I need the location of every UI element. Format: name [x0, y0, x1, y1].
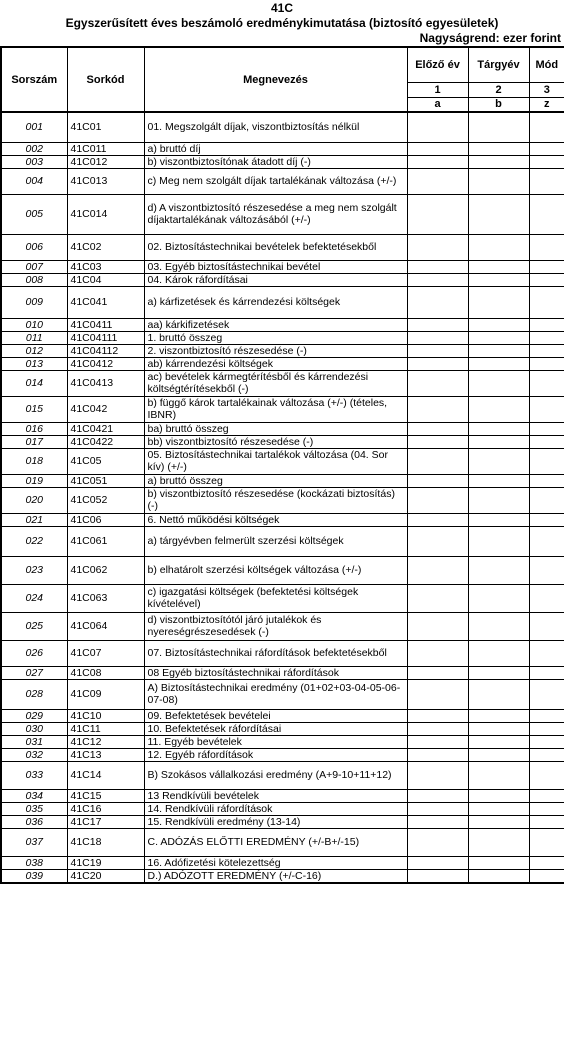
row-code: 41C08 — [67, 666, 144, 679]
value-cell-prior-year[interactable] — [407, 168, 468, 194]
value-cell-current-year[interactable] — [468, 748, 529, 761]
value-cell-current-year[interactable] — [468, 556, 529, 584]
col-letter-b: b — [468, 97, 529, 112]
row-name: d) viszontbiztosítótól járó jutalékok és nyereségrészesedések (-) — [144, 612, 407, 640]
value-cell-prior-year[interactable] — [407, 331, 468, 344]
value-cell-modification[interactable] — [529, 709, 564, 722]
value-cell-current-year[interactable] — [468, 435, 529, 448]
row-code: 41C03 — [67, 260, 144, 273]
row-number: 008 — [1, 273, 67, 286]
table-row — [1, 370, 564, 396]
value-cell-current-year[interactable] — [468, 331, 529, 344]
row-code: 41C0412 — [67, 357, 144, 370]
value-cell-modification[interactable] — [529, 487, 564, 513]
row-name: 1. bruttó összeg — [144, 331, 407, 344]
value-cell-current-year[interactable] — [468, 370, 529, 396]
row-name: ac) bevételek kármegtérítésből és kárrendezési költségtérítésekből (-) — [144, 370, 407, 396]
row-number: 017 — [1, 435, 67, 448]
row-name: 03. Egyéb biztosítástechnikai bevétel — [144, 260, 407, 273]
table-row — [1, 318, 564, 331]
table-row — [1, 396, 564, 422]
value-cell-prior-year[interactable] — [407, 155, 468, 168]
value-cell-modification[interactable] — [529, 761, 564, 789]
row-number: 026 — [1, 640, 67, 666]
value-cell-modification[interactable] — [529, 396, 564, 422]
value-cell-current-year[interactable] — [468, 526, 529, 556]
value-cell-prior-year[interactable] — [407, 396, 468, 422]
value-cell-modification[interactable] — [529, 422, 564, 435]
row-name: 14. Rendkívüli ráfordítások — [144, 802, 407, 815]
value-cell-current-year[interactable] — [468, 856, 529, 869]
value-cell-prior-year[interactable] — [407, 513, 468, 526]
table-row — [1, 513, 564, 526]
value-cell-modification[interactable] — [529, 435, 564, 448]
row-number: 024 — [1, 584, 67, 612]
table-row — [1, 331, 564, 344]
row-name: d) A viszontbiztosító részesedése a meg nem szolgált díjaktartalékának változásából (+/-) — [144, 194, 407, 234]
row-number: 030 — [1, 722, 67, 735]
row-code: 41C14 — [67, 761, 144, 789]
value-cell-current-year[interactable] — [468, 168, 529, 194]
col-header-targyev: Tárgyév — [468, 47, 529, 82]
row-number: 012 — [1, 344, 67, 357]
table-row — [1, 869, 564, 883]
value-cell-prior-year[interactable] — [407, 112, 468, 142]
value-cell-current-year[interactable] — [468, 234, 529, 260]
row-code: 41C15 — [67, 789, 144, 802]
value-cell-prior-year[interactable] — [407, 526, 468, 556]
value-cell-modification[interactable] — [529, 344, 564, 357]
value-cell-modification[interactable] — [529, 357, 564, 370]
value-cell-prior-year[interactable] — [407, 556, 468, 584]
value-cell-current-year[interactable] — [468, 194, 529, 234]
value-cell-prior-year[interactable] — [407, 370, 468, 396]
row-code: 41C0422 — [67, 435, 144, 448]
row-code: 41C0413 — [67, 370, 144, 396]
value-cell-prior-year[interactable] — [407, 735, 468, 748]
value-cell-modification[interactable] — [529, 735, 564, 748]
value-cell-modification[interactable] — [529, 666, 564, 679]
value-cell-current-year[interactable] — [468, 640, 529, 666]
row-name: b) viszontbiztosítónak átadott díj (-) — [144, 155, 407, 168]
value-cell-prior-year[interactable] — [407, 722, 468, 735]
value-cell-prior-year[interactable] — [407, 666, 468, 679]
value-cell-current-year[interactable] — [468, 318, 529, 331]
value-cell-current-year[interactable] — [468, 112, 529, 142]
value-cell-prior-year[interactable] — [407, 584, 468, 612]
row-name: 02. Biztosítástechnikai bevételek befektetésekből — [144, 234, 407, 260]
value-cell-prior-year[interactable] — [407, 640, 468, 666]
row-code: 41C051 — [67, 474, 144, 487]
row-code: 41C12 — [67, 735, 144, 748]
table-row — [1, 474, 564, 487]
row-code: 41C041 — [67, 286, 144, 318]
row-number: 028 — [1, 679, 67, 709]
row-code: 41C09 — [67, 679, 144, 709]
row-number: 021 — [1, 513, 67, 526]
table-row — [1, 155, 564, 168]
table-row — [1, 487, 564, 513]
value-cell-current-year[interactable] — [468, 155, 529, 168]
row-number: 023 — [1, 556, 67, 584]
value-cell-prior-year[interactable] — [407, 194, 468, 234]
row-code: 41C16 — [67, 802, 144, 815]
table-row — [1, 748, 564, 761]
row-number: 005 — [1, 194, 67, 234]
row-number: 011 — [1, 331, 67, 344]
col-letter-a: a — [407, 97, 468, 112]
value-cell-prior-year[interactable] — [407, 357, 468, 370]
row-code: 41C042 — [67, 396, 144, 422]
row-name: 11. Egyéb bevételek — [144, 735, 407, 748]
row-name: c) igazgatási költségek (befektetési költségek kívételével) — [144, 584, 407, 612]
row-number: 006 — [1, 234, 67, 260]
form-id: 41C — [270, 1, 293, 15]
value-cell-modification[interactable] — [529, 722, 564, 735]
value-cell-current-year[interactable] — [468, 448, 529, 474]
row-number: 007 — [1, 260, 67, 273]
value-cell-prior-year[interactable] — [407, 709, 468, 722]
value-cell-current-year[interactable] — [468, 422, 529, 435]
row-code: 41C18 — [67, 828, 144, 856]
row-code: 41C012 — [67, 155, 144, 168]
value-cell-modification[interactable] — [529, 556, 564, 584]
row-name: 16. Adófizetési kötelezettség — [144, 856, 407, 869]
row-code: 41C062 — [67, 556, 144, 584]
row-name: b) elhatárolt szerzési költségek változása (+/-) — [144, 556, 407, 584]
row-code: 41C19 — [67, 856, 144, 869]
table-row — [1, 286, 564, 318]
value-cell-prior-year[interactable] — [407, 286, 468, 318]
row-name: D.) ADÓZOTT EREDMÉNY (+/-C-16) — [144, 869, 407, 883]
row-code: 41C01 — [67, 112, 144, 142]
row-code: 41C063 — [67, 584, 144, 612]
row-code: 41C11 — [67, 722, 144, 735]
value-cell-prior-year[interactable] — [407, 142, 468, 155]
col-header-mod: Mód — [529, 47, 564, 82]
table-row — [1, 234, 564, 260]
value-cell-prior-year[interactable] — [407, 612, 468, 640]
value-cell-current-year[interactable] — [468, 789, 529, 802]
value-cell-prior-year[interactable] — [407, 344, 468, 357]
col-number-2: 2 — [468, 82, 529, 97]
row-code: 41C013 — [67, 168, 144, 194]
value-cell-modification[interactable] — [529, 234, 564, 260]
row-number: 037 — [1, 828, 67, 856]
row-number: 015 — [1, 396, 67, 422]
row-code: 41C06 — [67, 513, 144, 526]
value-cell-prior-year[interactable] — [407, 234, 468, 260]
row-name: 6. Nettó működési költségek — [144, 513, 407, 526]
col-header-sorkod: Sorkód — [67, 47, 144, 112]
row-number: 019 — [1, 474, 67, 487]
value-cell-current-year[interactable] — [468, 709, 529, 722]
table-row — [1, 448, 564, 474]
table-row — [1, 679, 564, 709]
row-name: a) tárgyévben felmerült szerzési költségek — [144, 526, 407, 556]
value-cell-current-year[interactable] — [468, 513, 529, 526]
value-cell-modification[interactable] — [529, 273, 564, 286]
table-row — [1, 709, 564, 722]
table-row — [1, 357, 564, 370]
value-cell-current-year[interactable] — [468, 722, 529, 735]
row-number: 032 — [1, 748, 67, 761]
row-name: 12. Egyéb ráfordítások — [144, 748, 407, 761]
table-row — [1, 273, 564, 286]
row-number: 038 — [1, 856, 67, 869]
value-cell-prior-year[interactable] — [407, 828, 468, 856]
row-code: 41C07 — [67, 640, 144, 666]
row-number: 039 — [1, 869, 67, 883]
value-cell-current-year[interactable] — [468, 357, 529, 370]
col-number-1: 1 — [407, 82, 468, 97]
value-cell-modification[interactable] — [529, 370, 564, 396]
value-cell-current-year[interactable] — [468, 344, 529, 357]
value-cell-prior-year[interactable] — [407, 761, 468, 789]
row-name: 15. Rendkívüli eredmény (13-14) — [144, 815, 407, 828]
row-number: 025 — [1, 612, 67, 640]
table-row — [1, 435, 564, 448]
value-cell-current-year[interactable] — [468, 612, 529, 640]
row-number: 034 — [1, 789, 67, 802]
row-code: 41C052 — [67, 487, 144, 513]
table-row — [1, 735, 564, 748]
row-name: 07. Biztosítástechnikai ráfordítások befektetésekből — [144, 640, 407, 666]
table-row — [1, 584, 564, 612]
row-name: b) viszontbiztosító részesedése (kockázati biztosítás) (-) — [144, 487, 407, 513]
value-cell-current-year[interactable] — [468, 286, 529, 318]
value-cell-prior-year[interactable] — [407, 748, 468, 761]
value-cell-prior-year[interactable] — [407, 435, 468, 448]
value-cell-prior-year[interactable] — [407, 679, 468, 709]
row-name: a) bruttó díj — [144, 142, 407, 155]
row-code: 41C0411 — [67, 318, 144, 331]
row-name: bb) viszontbiztosító részesedése (-) — [144, 435, 407, 448]
row-name: ab) kárrendezési költségek — [144, 357, 407, 370]
table-row — [1, 260, 564, 273]
row-name: 09. Befektetések bevételei — [144, 709, 407, 722]
row-number: 027 — [1, 666, 67, 679]
row-name: 10. Befektetések ráfordításai — [144, 722, 407, 735]
row-code: 41C04111 — [67, 331, 144, 344]
value-cell-prior-year[interactable] — [407, 815, 468, 828]
row-code: 41C011 — [67, 142, 144, 155]
value-cell-modification[interactable] — [529, 584, 564, 612]
value-cell-current-year[interactable] — [468, 396, 529, 422]
row-name: 05. Biztosítástechnikai tartalékok változása (04. Sor kív) (+/-) — [144, 448, 407, 474]
col-number-3: 3 — [529, 82, 564, 97]
row-code: 41C02 — [67, 234, 144, 260]
value-cell-current-year[interactable] — [468, 869, 529, 883]
row-name: aa) kárkifizetések — [144, 318, 407, 331]
value-cell-modification[interactable] — [529, 526, 564, 556]
value-cell-modification[interactable] — [529, 474, 564, 487]
row-name: B) Szokásos vállalkozási eredmény (A+9-10+11+12) — [144, 761, 407, 789]
value-cell-prior-year[interactable] — [407, 318, 468, 331]
value-cell-current-year[interactable] — [468, 260, 529, 273]
row-number: 013 — [1, 357, 67, 370]
table-row — [1, 612, 564, 640]
value-cell-modification[interactable] — [529, 679, 564, 709]
value-cell-current-year[interactable] — [468, 815, 529, 828]
row-name: b) függő károk tartalékainak változása (+/-) (tételes, IBNR) — [144, 396, 407, 422]
col-header-megnevezes: Megnevezés — [144, 47, 407, 112]
table-row — [1, 142, 564, 155]
value-cell-current-year[interactable] — [468, 142, 529, 155]
value-cell-prior-year[interactable] — [407, 869, 468, 883]
table-row — [1, 722, 564, 735]
value-cell-modification[interactable] — [529, 168, 564, 194]
value-cell-current-year[interactable] — [468, 802, 529, 815]
row-number: 009 — [1, 286, 67, 318]
row-code: 41C014 — [67, 194, 144, 234]
table-row — [1, 194, 564, 234]
value-cell-modification[interactable] — [529, 142, 564, 155]
table-row — [1, 422, 564, 435]
row-number: 004 — [1, 168, 67, 194]
table-row — [1, 640, 564, 666]
value-cell-prior-year[interactable] — [407, 260, 468, 273]
row-name: 13 Rendkívüli bevételek — [144, 789, 407, 802]
value-cell-current-year[interactable] — [468, 735, 529, 748]
value-cell-modification[interactable] — [529, 194, 564, 234]
row-code: 41C064 — [67, 612, 144, 640]
row-code: 41C04112 — [67, 344, 144, 357]
table-row — [1, 815, 564, 828]
row-code: 41C05 — [67, 448, 144, 474]
value-cell-current-year[interactable] — [468, 273, 529, 286]
value-cell-prior-year[interactable] — [407, 789, 468, 802]
row-name: A) Biztosítástechnikai eredmény (01+02+03-04-05-06-07-08) — [144, 679, 407, 709]
value-cell-modification[interactable] — [529, 828, 564, 856]
row-code: 41C04 — [67, 273, 144, 286]
value-cell-modification[interactable] — [529, 856, 564, 869]
value-cell-prior-year[interactable] — [407, 474, 468, 487]
table-row — [1, 344, 564, 357]
row-number: 022 — [1, 526, 67, 556]
row-name: a) kárfizetések és kárrendezési költségek — [144, 286, 407, 318]
value-cell-current-year[interactable] — [468, 761, 529, 789]
row-name: 01. Megszolgált díjak, viszontbiztosítás nélkül — [144, 112, 407, 142]
value-cell-modification[interactable] — [529, 802, 564, 815]
value-cell-current-year[interactable] — [468, 487, 529, 513]
row-code: 41C10 — [67, 709, 144, 722]
value-cell-modification[interactable] — [529, 286, 564, 318]
row-number: 003 — [1, 155, 67, 168]
unit-label: Nagyságrend: ezer forint — [419, 31, 561, 45]
row-code: 41C20 — [67, 869, 144, 883]
value-cell-current-year[interactable] — [468, 828, 529, 856]
row-name: C. ADÓZÁS ELŐTTI EREDMÉNY (+/-B+/-15) — [144, 828, 407, 856]
table-row — [1, 556, 564, 584]
value-cell-prior-year[interactable] — [407, 802, 468, 815]
row-number: 018 — [1, 448, 67, 474]
value-cell-modification[interactable] — [529, 318, 564, 331]
value-cell-modification[interactable] — [529, 612, 564, 640]
value-cell-modification[interactable] — [529, 112, 564, 142]
row-name: 08 Egyéb biztosítástechnikai ráfordítások — [144, 666, 407, 679]
col-header-sorszam: Sorszám — [1, 47, 67, 112]
value-cell-modification[interactable] — [529, 748, 564, 761]
row-number: 029 — [1, 709, 67, 722]
value-cell-modification[interactable] — [529, 789, 564, 802]
income-statement-table — [0, 46, 564, 884]
table-row — [1, 828, 564, 856]
row-name: a) bruttó összeg — [144, 474, 407, 487]
value-cell-modification[interactable] — [529, 331, 564, 344]
row-name: c) Meg nem szolgált díjak tartalékának változása (+/-) — [144, 168, 407, 194]
table-row — [1, 666, 564, 679]
col-letter-z: z — [529, 97, 564, 112]
table-row — [1, 112, 564, 142]
row-number: 031 — [1, 735, 67, 748]
table-row — [1, 802, 564, 815]
row-number: 016 — [1, 422, 67, 435]
row-code: 41C0421 — [67, 422, 144, 435]
row-code: 41C17 — [67, 815, 144, 828]
table-row — [1, 789, 564, 802]
row-name: 04. Károk ráfordításai — [144, 273, 407, 286]
value-cell-modification[interactable] — [529, 815, 564, 828]
row-name: 2. viszontbiztosító részesedése (-) — [144, 344, 407, 357]
col-header-elozo-ev: Előző év — [407, 47, 468, 82]
table-row — [1, 526, 564, 556]
value-cell-prior-year[interactable] — [407, 422, 468, 435]
value-cell-modification[interactable] — [529, 640, 564, 666]
value-cell-prior-year[interactable] — [407, 448, 468, 474]
row-code: 41C13 — [67, 748, 144, 761]
value-cell-current-year[interactable] — [468, 584, 529, 612]
row-number: 002 — [1, 142, 67, 155]
value-cell-modification[interactable] — [529, 448, 564, 474]
table-row — [1, 856, 564, 869]
row-name: ba) bruttó összeg — [144, 422, 407, 435]
row-number: 033 — [1, 761, 67, 789]
value-cell-current-year[interactable] — [468, 666, 529, 679]
value-cell-modification[interactable] — [529, 513, 564, 526]
row-number: 001 — [1, 112, 67, 142]
value-cell-prior-year[interactable] — [407, 856, 468, 869]
value-cell-modification[interactable] — [529, 260, 564, 273]
value-cell-prior-year[interactable] — [407, 487, 468, 513]
form-title: Egyszerűsített éves beszámoló eredménykimutatása (biztosító egyesületek) — [65, 16, 499, 30]
value-cell-current-year[interactable] — [468, 679, 529, 709]
row-number: 010 — [1, 318, 67, 331]
value-cell-current-year[interactable] — [468, 474, 529, 487]
value-cell-modification[interactable] — [529, 155, 564, 168]
table-row — [1, 761, 564, 789]
row-code: 41C061 — [67, 526, 144, 556]
row-number: 014 — [1, 370, 67, 396]
row-number: 020 — [1, 487, 67, 513]
table-row — [1, 168, 564, 194]
row-number: 035 — [1, 802, 67, 815]
value-cell-modification[interactable] — [529, 869, 564, 883]
row-number: 036 — [1, 815, 67, 828]
value-cell-prior-year[interactable] — [407, 273, 468, 286]
